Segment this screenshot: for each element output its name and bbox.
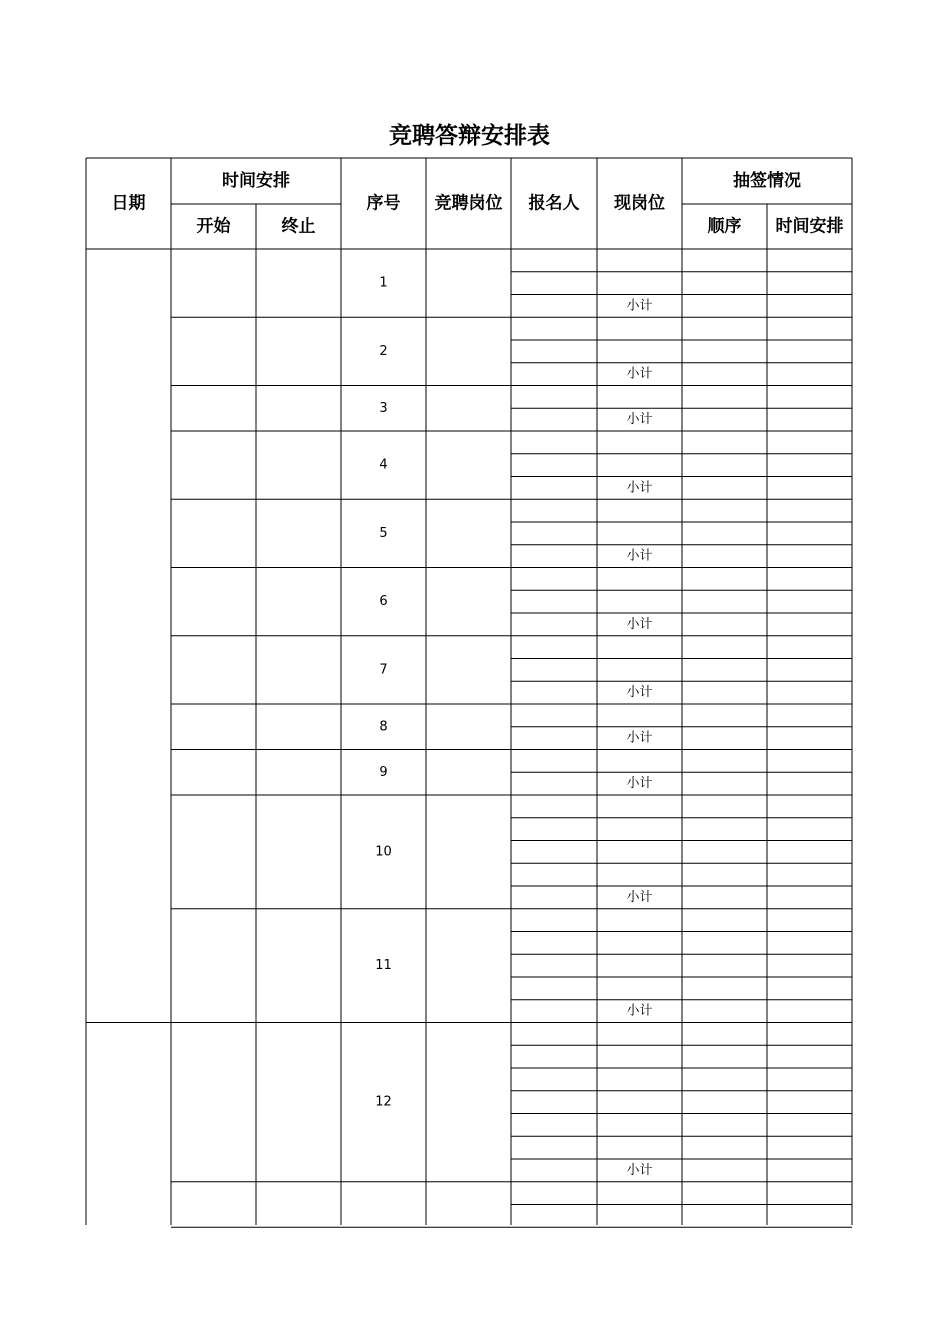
subtotal-label: 小计 [626, 412, 653, 428]
seq-number: 1 [379, 275, 388, 291]
seq-number: 12 [375, 1094, 392, 1110]
subtotal-label: 小计 [626, 616, 653, 632]
header-time-schedule: 时间安排 [222, 171, 290, 191]
seq-number: 4 [379, 457, 388, 473]
header-date: 日期 [111, 193, 146, 214]
header-end: 终止 [281, 216, 316, 237]
seq-number: 10 [375, 844, 392, 860]
seq-number: 6 [379, 594, 388, 610]
seq-number: 2 [379, 343, 388, 359]
subtotal-label: 小计 [626, 298, 653, 314]
header-position: 竞聘岗位 [434, 193, 503, 214]
header-lottery-time: 时间安排 [775, 216, 844, 237]
header-applicant: 报名人 [528, 193, 580, 214]
subtotal-label: 小计 [626, 776, 653, 792]
subtotal-label: 小计 [626, 685, 653, 701]
seq-number: 11 [375, 958, 392, 974]
header-order: 顺序 [707, 216, 742, 237]
seq-number: 5 [379, 525, 388, 541]
subtotal-label: 小计 [626, 548, 653, 564]
seq-number: 8 [379, 719, 388, 735]
seq-number: 7 [379, 662, 388, 678]
seq-number: 9 [379, 764, 388, 780]
subtotal-label: 小计 [626, 889, 653, 905]
subtotal-label: 小计 [626, 730, 653, 746]
subtotal-label: 小计 [626, 1162, 653, 1178]
header-seq: 序号 [366, 193, 401, 214]
seq-number: 3 [379, 400, 388, 416]
header-start: 开始 [196, 216, 231, 237]
header-current-position: 现岗位 [614, 193, 665, 214]
page-title: 竞聘答辩安排表 [389, 123, 550, 149]
subtotal-label: 小计 [626, 1003, 653, 1019]
subtotal-label: 小计 [626, 366, 653, 382]
subtotal-label: 小计 [626, 480, 653, 496]
header-lottery: 抽签情况 [733, 171, 801, 191]
